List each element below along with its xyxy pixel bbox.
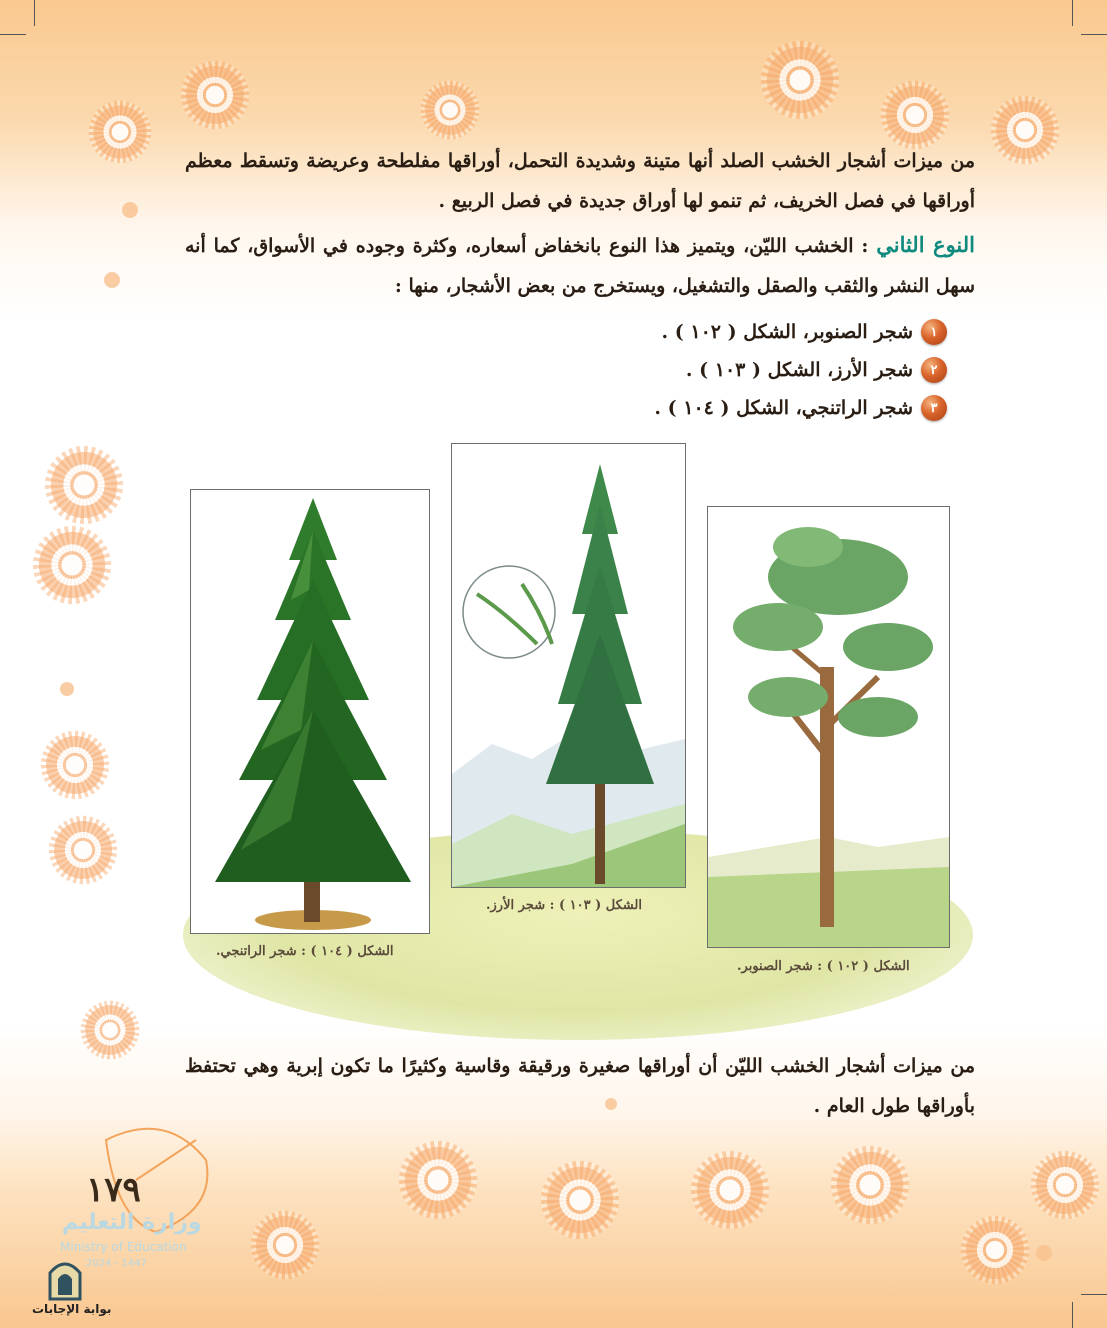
number-bullet: ١: [921, 319, 947, 345]
decor-rosette: [540, 1160, 620, 1240]
decor-rosette: [80, 1000, 140, 1060]
ministry-name-arabic: وزارة التعليم: [62, 1210, 202, 1235]
list-item-text: شجر الأرز، الشكل ( ١٠٣ ) .: [685, 359, 913, 381]
decor-dot: [122, 202, 138, 218]
decor-rosette: [88, 100, 152, 164]
decor-dot: [104, 272, 120, 288]
list-item: [654, 389, 947, 427]
tree-list: [654, 313, 947, 427]
decor-rosette: [1030, 1150, 1100, 1220]
decor-rosette: [398, 1140, 478, 1220]
crop-mark: [1072, 1302, 1073, 1328]
list-item: [654, 351, 947, 389]
list-item-text: شجر الراتنجي، الشكل ( ١٠٤ ) .: [654, 397, 913, 419]
crop-mark: [1072, 0, 1073, 26]
crop-mark: [34, 0, 35, 26]
portal-logo-icon: [44, 1255, 86, 1301]
caption-fig103: الشكل ( ١٠٣ ) : شجر الأرز.: [486, 898, 642, 913]
crop-mark: [1081, 1294, 1107, 1295]
decor-rosette: [990, 95, 1060, 165]
type2-keyword: النوع الثاني: [876, 232, 976, 257]
softwood-type-paragraph: [185, 225, 975, 306]
decor-rosette: [32, 525, 112, 605]
cedar-tree-illustration: [452, 444, 685, 887]
decor-dot: [60, 682, 74, 696]
decor-rosette: [44, 445, 124, 525]
decor-dot: [1036, 1245, 1052, 1261]
figure-spruce: [190, 489, 430, 934]
page-number: ١٧٩: [86, 1170, 141, 1210]
hardwood-paragraph: [185, 141, 975, 221]
decor-rosette: [180, 60, 250, 130]
decor-rosette: [960, 1215, 1030, 1285]
pine-tree-illustration: [708, 507, 949, 947]
ministry-name-english: Ministry of Education: [60, 1240, 187, 1254]
softwood-paragraph: [185, 1046, 975, 1126]
decor-rosette: [760, 40, 840, 120]
number-bullet: ٣: [921, 395, 947, 421]
portal-label: بوابة الإجابات: [32, 1302, 112, 1316]
decor-rosette: [830, 1145, 910, 1225]
hardwood-text: من ميزات أشجار الخشب الصلد أنها متينة وشديدة التحمل، أوراقها مفلطحة وعريضة وتسقط معظم أوراقها في فصل الخريف، ثم تنمو لها أوراق جديدة في فصل الربيع .: [185, 150, 975, 212]
crop-mark: [0, 34, 26, 35]
caption-fig102: الشكل ( ١٠٢ ) : شجر الصنوبر.: [737, 959, 910, 974]
decor-rosette: [250, 1210, 320, 1280]
ministry-year: 2024 - 1447: [86, 1258, 147, 1269]
softwood-type-text: [185, 225, 975, 306]
decor-rosette: [420, 80, 480, 140]
figure-pine: [707, 506, 950, 948]
decor-rosette: [880, 80, 950, 150]
spruce-tree-illustration: [191, 490, 429, 933]
crop-mark: [1081, 34, 1107, 35]
figure-cedar: [451, 443, 686, 888]
decor-rosette: [690, 1150, 770, 1230]
list-item-text: شجر الصنوبر، الشكل ( ١٠٢ ) .: [661, 321, 913, 343]
number-bullet: ٢: [921, 357, 947, 383]
caption-fig104: الشكل ( ١٠٤ ) : شجر الراتنجي.: [216, 944, 394, 959]
decor-rosette: [48, 815, 118, 885]
list-item: [654, 313, 947, 351]
softwood-text: من ميزات أشجار الخشب الليّن أن أوراقها صغيرة ورقيقة وقاسية وكثيرًا ما تكون إبرية وهي تحتفظ بأوراقها طول العام .: [185, 1055, 975, 1117]
type2-description: : الخشب الليّن، ويتميز هذا النوع بانخفاض أسعاره، وكثرة وجوده في الأسواق، كما أنه سهل النشر والثقب والصقل والتشغيل، ويستخرج من بعض الأشجار، منها :: [185, 235, 975, 297]
decor-rosette: [40, 730, 110, 800]
